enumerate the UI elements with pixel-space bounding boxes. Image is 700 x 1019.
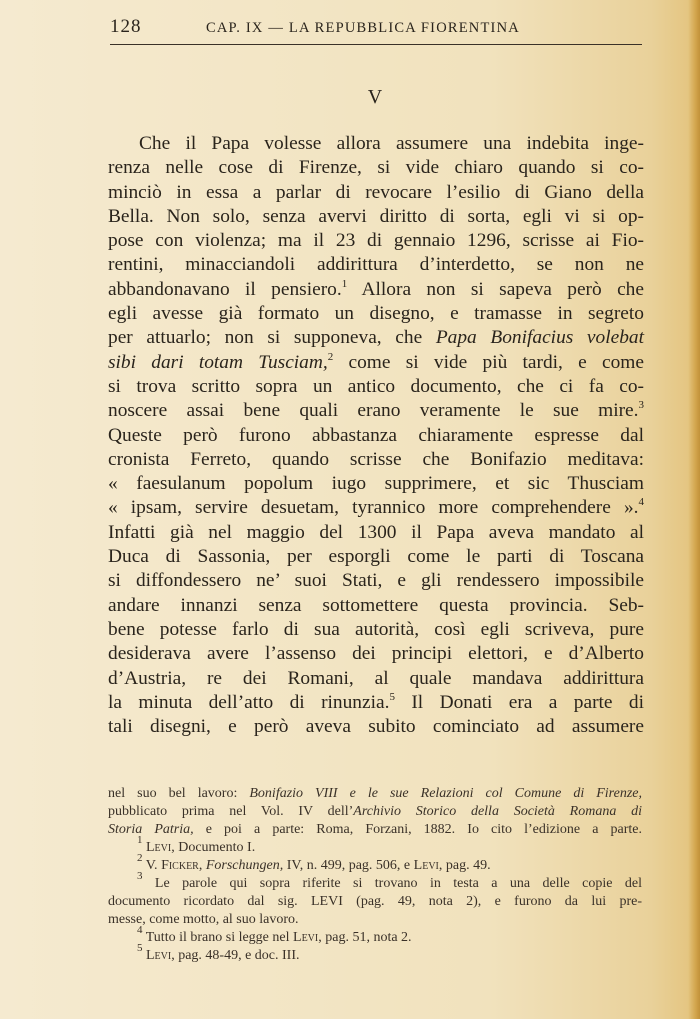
footnote-mark: 2 — [137, 852, 143, 864]
body-line-text: « ipsam, servire desuetam, tyrannico more comprehendere ». — [108, 497, 639, 519]
footnote-text: pag. 48-49, e doc. III. — [174, 948, 300, 963]
footnote-mark: 3 — [137, 870, 143, 882]
footnote-4 — [108, 924, 642, 947]
body-line: cronista Ferreto, quando scrisse che Bonifazio meditava: — [108, 448, 644, 470]
footnote-author: Levi, — [413, 858, 443, 873]
page-edge-discoloration — [688, 0, 700, 1019]
body-line: « faesulanum popolum iugo supprimere, et sic Thusciam — [108, 473, 644, 495]
section-heading: V — [367, 86, 383, 108]
footnote-text: pubblicato prima nel Vol. IV dell’ — [108, 804, 354, 819]
footnote-text: Documento I. — [174, 840, 256, 855]
footnote-2 — [108, 852, 642, 875]
body-line: bene potesse farlo di sua autorità, così egli scriveva, pure — [108, 618, 644, 640]
body-line — [108, 496, 644, 520]
body-line: egli avesse già formato un disegno, e tramasse in segreto — [108, 303, 644, 325]
body-line: Infatti già nel maggio del 1300 il Papa aveva mandato al — [108, 521, 644, 543]
footnote-title: Archivio Storico della Società Romana di — [353, 804, 642, 819]
footnote-ref-4: 4 — [638, 496, 644, 509]
body-line: minciò in essa a parlar di revocare l’esilio di Giano della — [108, 181, 644, 203]
body-line-text: Allora non si sapeva però che — [347, 278, 644, 300]
running-header — [110, 16, 642, 45]
footnote-text: Tutto il brano si legge nel — [145, 930, 294, 945]
footnote-text: Le parole qui sopra riferite si trovano in testa a una delle copie del — [154, 876, 643, 891]
footnote-ref-5: 5 — [389, 690, 395, 703]
footnote-author: Levi, — [146, 840, 175, 855]
footnote-text: V. — [145, 858, 162, 873]
footnote-1 — [108, 834, 642, 857]
footnotes — [108, 785, 642, 965]
footnote-text: nel suo bel lavoro: — [108, 786, 250, 801]
body-line: Che il Papa volesse allora assumere una indebita inge- — [139, 133, 644, 154]
latin-quote: Papa Bonifacius volebat — [435, 327, 644, 349]
footnote-3 — [108, 870, 643, 893]
body-line: si trova scritto sopra un antico documento, che ci fa co- — [108, 375, 644, 397]
footnote-5 — [108, 942, 642, 965]
footnote-title: Forschungen, — [202, 858, 284, 873]
body-line: renza nelle cose di Firenze, si vide chiaro quando si co- — [108, 157, 644, 179]
body-line: d’Austria, re dei Romani, al quale mandava addirittura — [108, 667, 644, 689]
footnote-text: pag. 51, nota 2. — [321, 930, 412, 945]
body-line-text: Il Donati era a parte di — [394, 691, 645, 713]
footnote-text: IV, n. 499, pag. 506, e — [283, 858, 414, 873]
footnote-author: Levi, — [146, 948, 175, 963]
footnote-author: Levi, — [293, 930, 322, 945]
footnote-3-line: messe, come motto, al suo lavoro. — [108, 912, 299, 927]
footnote-title: Bonifazio VIII e le sue Relazioni col Comune di Firenze, — [249, 786, 642, 801]
body-line: Bella. Non solo, senza avervi diritto di sorta, egli vi si op- — [108, 205, 644, 227]
body-line-text: abbandonavano il pensiero. — [108, 278, 342, 300]
footnote-author: Ficker, — [161, 858, 203, 873]
body-line-text: per attuarlo; non si supponeva, che — [108, 327, 436, 349]
body-line: Duca di Sassonia, per esporgli come le parti di Toscana — [108, 546, 644, 568]
body-line: pose con violenza; ma il 23 di gennaio 1296, scrisse ai Fio- — [108, 230, 644, 252]
footnote-continuation-line — [108, 821, 642, 839]
footnote-ref-1: 1 — [341, 277, 348, 290]
body-line — [108, 691, 644, 715]
footnote-mark: 1 — [137, 834, 143, 846]
footnote-3-line: documento ricordato dal sig. LEVI (pag. 49, nota 2), e furono da lui pre- — [108, 894, 642, 909]
footnote-ref-2: 2 — [327, 350, 334, 363]
body-line — [108, 278, 644, 302]
footnote-continuation-line — [108, 785, 642, 803]
footnote-mark: 5 — [137, 942, 143, 954]
body-line: andare innanzi senza sottomettere questa provincia. Seb- — [108, 594, 644, 616]
footnote-continuation-line — [108, 803, 642, 821]
latin-quote: sibi dari totam Tusciam, — [108, 351, 328, 373]
body-line: si diffondessero ne’ suoi Stati, e gli rendessero impossibile — [108, 570, 644, 592]
footnote-text: e poi a parte: Roma, Forzani, 1882. Io cito l’edizione a parte. — [193, 822, 642, 837]
page-number: 128 — [110, 16, 142, 37]
body-line: rentini, minacciandoli addirittura d’interdetto, se non ne — [108, 254, 644, 276]
body-line — [108, 399, 644, 423]
footnote-text: pag. 49. — [442, 858, 491, 873]
body-line-text: noscere assai bene quali erano veramente le sue mire. — [108, 400, 639, 422]
footnote-title: Storia Patria, — [108, 822, 194, 837]
body-line-text: la minuta dell’atto di rinunzia. — [108, 691, 390, 713]
body-line — [108, 326, 644, 350]
footnote-mark: 4 — [137, 924, 143, 936]
body-line: Queste però furono abbastanza chiaramente espresse dal — [108, 424, 644, 446]
body-text — [108, 132, 644, 739]
body-line — [108, 351, 644, 375]
footnote-ref-3: 3 — [638, 399, 644, 412]
body-line: desiderava avere l’assenso dei principi elettori, e d’Alberto — [108, 643, 644, 665]
body-line-text: come si vide più tardi, e come — [333, 351, 644, 373]
running-title: CAP. IX — LA REPUBBLICA FIORENTINA — [206, 20, 520, 36]
body-line: tali disegni, e però aveva subito cominciato ad assumere — [108, 716, 644, 738]
